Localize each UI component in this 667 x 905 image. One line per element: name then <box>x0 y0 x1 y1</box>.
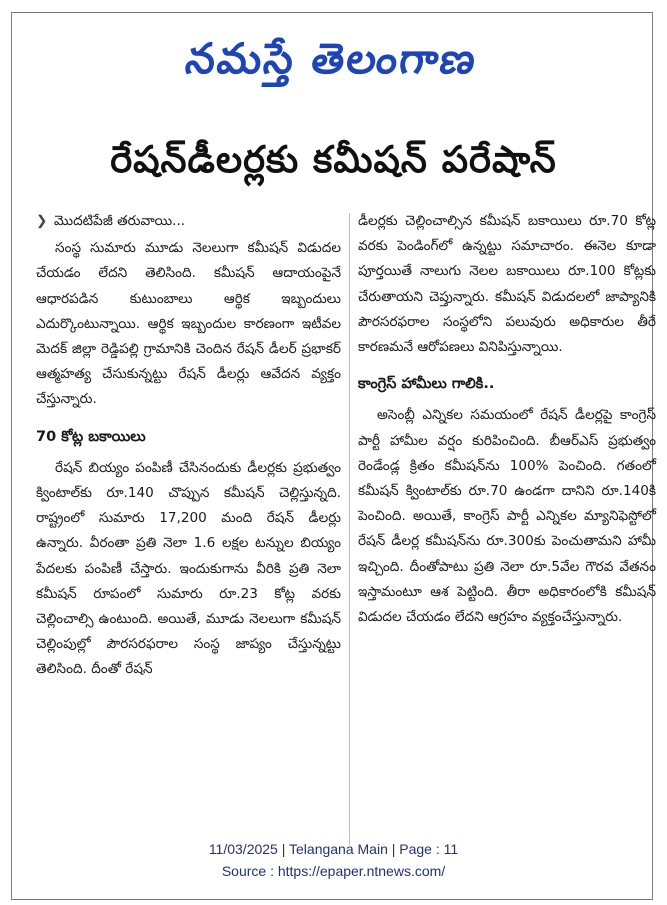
left-paragraph-2: రేషన్‌ బియ్యం పంపిణీ చేసినందుకు డీలర్లకు ప్రభుత్వం క్వింటాల్‌కు రూ.140 చొప్పున కమీషన్‌ చెల్లిస్తున్నది. రాష్ట్రంలో సుమారు 17,200 మంది రేషన్‌ డీలర్లు ఉన్నారు. వీరంతా ప్రతి నెలా 1.6 లక్షల టన్నుల బియ్యం పేదలకు పంపిణీ చేస్తారు. ఇందుకుగాను వీరికి ప్రతి నెలా కమీషన్‌ రూపంలో సుమారు రూ.23 కోట్ల వరకు చెల్లించాల్సి ఉంటుంది. అయితే, మూడు నెలలుగా కమీషన్‌ చెల్లింపుల్లో పౌరసరఫరాల సంస్థ జాప్యం చేస్తున్నట్టు తెలిసింది. దీంతో రేషన్‌ <box>36 459 341 678</box>
headline: రేషన్‌డీలర్లకు కమీషన్‌ పరేషాన్‌ <box>110 138 557 181</box>
left-column <box>36 209 341 683</box>
continued-label: మొదటిపేజీ తరువాయి... <box>54 213 186 229</box>
continued-marker <box>36 209 341 234</box>
chevron-right-icon: ❯ <box>36 213 48 229</box>
masthead-logo: నమస్తే తెలంగాణ <box>183 34 482 83</box>
right-paragraph-1: డీలర్లకు చెల్లించాల్సిన కమీషన్‌ బకాయిలు రూ.70 కోట్ల వరకు పెండింగ్‌లో ఉన్నట్టు సమాచారం. ఈనెల కూడా పూర్తయితే నాలుగు నెలల బకాయిలు రూ.100 కోట్లకు చేరుతాయని చెప్తున్నారు. కమీషన్‌ విడుదలలో జాప్యానికి పౌరసరఫరాల సంస్థలోని పలువురు అధికారుల తీరే కారణమనే ఆరోపణలు వినిపిస్తున్నాయి. <box>358 213 656 356</box>
column-divider <box>349 213 350 845</box>
right-subhead: కాంగ్రెస్‌ హామీలు గాలికి.. <box>358 376 495 393</box>
page-frame <box>11 12 656 900</box>
right-paragraph-2: అసెంబ్లీ ఎన్నికల సమయంలో రేషన్‌ డీలర్లపై కాంగ్రెస్‌ పార్టీ హామీల వర్షం కురిపించింది. బీఆర్‌ఎస్‌ ప్రభుత్వం రెండేండ్ల క్రితం కమీషన్‌ను 100% పెంచింది. గతంలో కమీషన్‌ క్వింటాల్‌కు రూ.70 ఉండగా దానిని రూ.140కి పెంచింది. అయితే, కాంగ్రెస్‌ పార్టీ ఎన్నికల మ్యానిఫెస్టోలో రేషన్‌ డీలర్ల కమీషన్‌ను రూ.300కు పెంచుతామని హామీ ఇచ్చింది. దీంతోపాటు ప్రతి నెలా రూ.5వేల గౌరవ వేతనం ఇస్తామంటూ ఆశ పెట్టింది. తీరా అధికారంలోకి కమీషన్‌ విడుదల చేయడం లేదని ఆగ్రహం వ్యక్తంచేస్తున్నారు. <box>358 407 656 626</box>
masthead <box>12 19 652 107</box>
source-footer <box>0 838 667 882</box>
left-paragraph-1: సంస్థ సుమారు మూడు నెలలుగా కమీషన్‌ విడుదల చేయడం లేదని తెలిసింది. కమీషన్‌ ఆదాయంపైనే ఆధారపడిన కుటుంబాలు ఆర్థిక ఇబ్బందులు ఎదుర్కొంటున్నాయి. ఆర్థిక ఇబ్బందుల కారణంగా ఇటీవల మెదక్‌ జిల్లా రెడ్డిపల్లి గ్రామానికి చెందిన రేషన్‌ డీలర్‌ ప్రభాకర్‌ ఆత్మహత్య చేసుకున్నట్టు రేషన్‌ డీలర్లు ఆవేదన వ్యక్తం చేస్తున్నారు. <box>36 240 341 408</box>
right-column <box>358 209 656 630</box>
footer-source-line: Source : https://epaper.ntnews.com/ <box>221 863 446 879</box>
footer-date-line: 11/03/2025 | Telangana Main | Page : 11 <box>208 841 459 857</box>
left-subhead: 70 కోట్ల బకాయిలు <box>36 428 146 445</box>
